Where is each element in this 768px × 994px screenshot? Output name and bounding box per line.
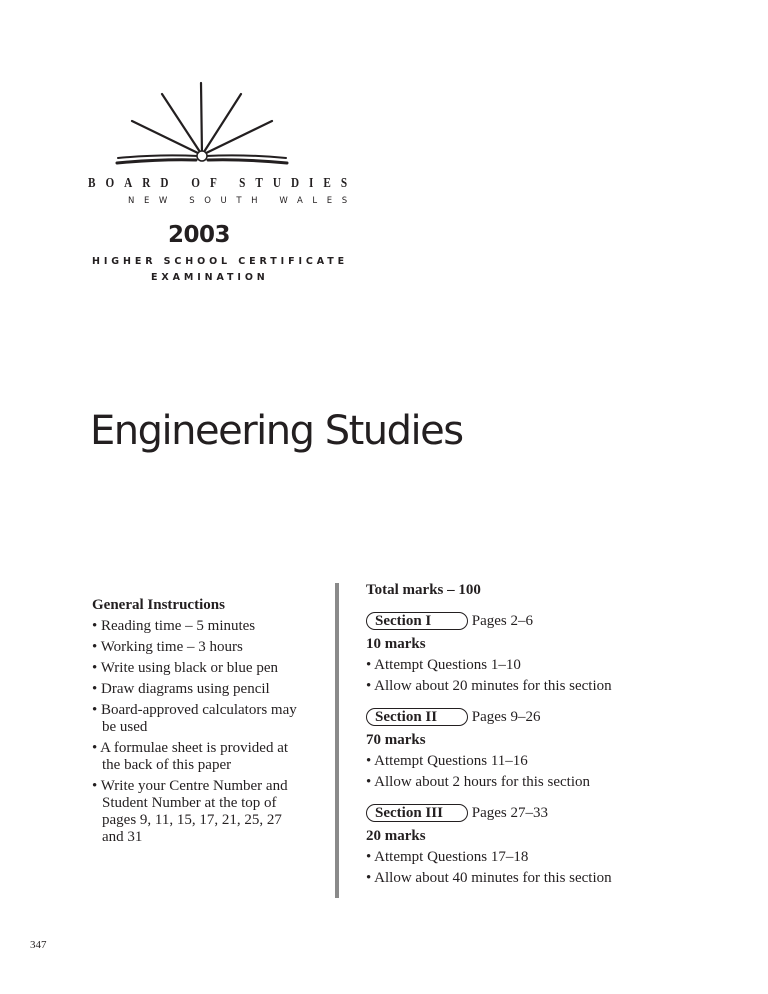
instruction-item [92, 778, 297, 846]
section-header [366, 804, 612, 822]
instruction-text: • Board-approved calculators may [92, 702, 297, 718]
instruction-item [92, 740, 297, 774]
section-instruction: • Attempt Questions 11–16 [366, 753, 528, 769]
instruction-item [92, 681, 297, 698]
section-instruction: • Attempt Questions 17–18 [366, 849, 529, 865]
org-state: NEW SOUTH WALES [128, 196, 357, 206]
section-label: Section I [366, 612, 468, 630]
marks-summary [366, 582, 612, 887]
instruction-text: • Draw diagrams using pencil [92, 681, 270, 697]
section-marks: 70 marks [366, 732, 426, 748]
instruction-item [92, 702, 297, 736]
section-marks: 10 marks [366, 636, 426, 652]
section-label: Section II [366, 708, 468, 726]
general-instructions-heading: General Instructions [92, 597, 225, 613]
section-header [366, 708, 612, 726]
instruction-text: be used [102, 719, 148, 735]
exam-name-2: EXAMINATION [151, 272, 269, 283]
section-pages: Pages 9–26 [471, 709, 541, 725]
section-block [366, 708, 612, 791]
section-block [366, 804, 612, 887]
page-title: Engineering Studies [90, 408, 463, 454]
section-block [366, 612, 612, 695]
section-pages: Pages 27–33 [471, 805, 548, 821]
instruction-item [92, 618, 297, 635]
section-instruction: • Allow about 2 hours for this section [366, 774, 590, 790]
instruction-text: and 31 [102, 829, 143, 845]
instruction-text: • Write your Centre Number and [92, 778, 288, 794]
instruction-item [92, 660, 297, 677]
instruction-text: • Write using black or blue pen [92, 660, 278, 676]
page-number: 347 [30, 939, 47, 951]
instruction-text: • Reading time – 5 minutes [92, 618, 256, 634]
instruction-text: • Working time – 3 hours [92, 639, 243, 655]
total-marks: Total marks – 100 [366, 582, 481, 598]
board-of-studies-logo-icon [110, 80, 300, 170]
section-instruction: • Attempt Questions 1–10 [366, 657, 521, 673]
section-instruction: • Allow about 20 minutes for this section [366, 678, 612, 694]
instruction-item [92, 639, 297, 656]
instruction-text: • A formulae sheet is provided at [92, 740, 289, 756]
instruction-text: the back of this paper [102, 757, 232, 773]
section-label: Section III [366, 804, 468, 822]
instruction-text: Student Number at the top of [102, 795, 277, 811]
exam-name: HIGHER SCHOOL CERTIFICATE [92, 256, 349, 267]
section-pages: Pages 2–6 [471, 613, 533, 629]
section-header [366, 612, 612, 630]
exam-year: 2003 [168, 222, 231, 248]
instruction-text: pages 9, 11, 15, 17, 21, 25, 27 [102, 812, 282, 828]
general-instructions [92, 597, 297, 846]
section-instruction: • Allow about 40 minutes for this section [366, 870, 612, 886]
divider [335, 583, 339, 898]
section-marks: 20 marks [366, 828, 426, 844]
org-name: BOARD OF STUDIES [88, 176, 358, 191]
